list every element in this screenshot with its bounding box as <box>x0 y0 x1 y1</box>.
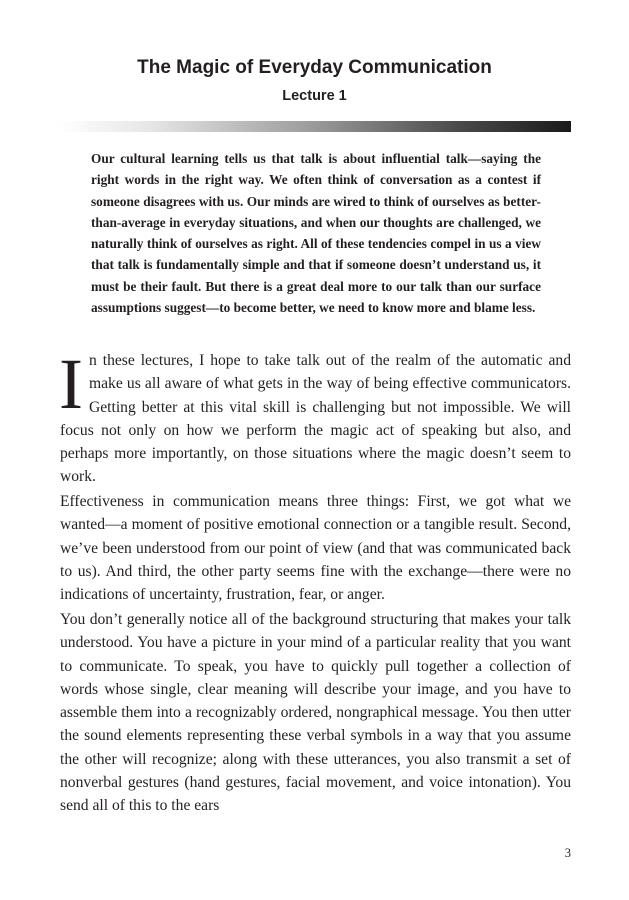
body-paragraph-1-text: n these lectures, I hope to take talk out of the realm of the automatic and make us all aware of what gets in the way of being effective communicators. Getting better at this vital skill is challenging but not impossible. We will focus not only on how we perform the magic act of speaking but also, and perhaps more importantly, on those situations where the magic doesn’t seem to work. <box>60 352 571 486</box>
lecture-subtitle: Lecture 1 <box>282 88 347 104</box>
gradient-divider <box>58 121 571 132</box>
page-number: 3 <box>564 846 571 860</box>
body-paragraph-1 <box>59 344 571 489</box>
page-title: The Magic of Everyday Communication <box>137 57 492 78</box>
drop-cap: I <box>59 344 83 424</box>
lecture-summary: Our cultural learning tells us that talk is about influential talk—saying the right words in the right way. We often think of conversation as a contest if someone disagrees with us. Our minds are wired to think of ourselves as better-than-average in everyday situations, and when our thoughts are challenged, we naturally think of ourselves as right. All of these tendencies compel in us a view that talk is fundamentally simple and that if someone doesn’t understand us, it must be their fault. But there is a great deal more to our talk than our surface assumptions suggest—to become better, we need to know more and blame less. <box>91 151 541 316</box>
body-paragraph-2: Effectiveness in communication means three things: First, we got what we wanted—a moment of positive emotional connection or a tangible result. Second, we’ve been understood from our point of view (and that was communicated back to us). And third, the other party seems fine with the exchange—there were no indications of uncertainty, frustration, fear, or anger. <box>60 493 571 604</box>
body-paragraph-3: You don’t generally notice all of the background structuring that makes your talk understood. You have a picture in your mind of a particular reality that you want to communicate. To speak, you have to quickly pull together a collection of words whose single, clear meaning will describe your image, and you have to assemble them into a recognizably ordered, nongraphical message. You then utter the sound elements representing these verbal symbols in a way that you assume the other will recognize; along with these utterances, you also transmit a set of nonverbal gestures (hand gestures, facial movement, and voice intonation). You send all of this to the ears <box>60 611 571 815</box>
